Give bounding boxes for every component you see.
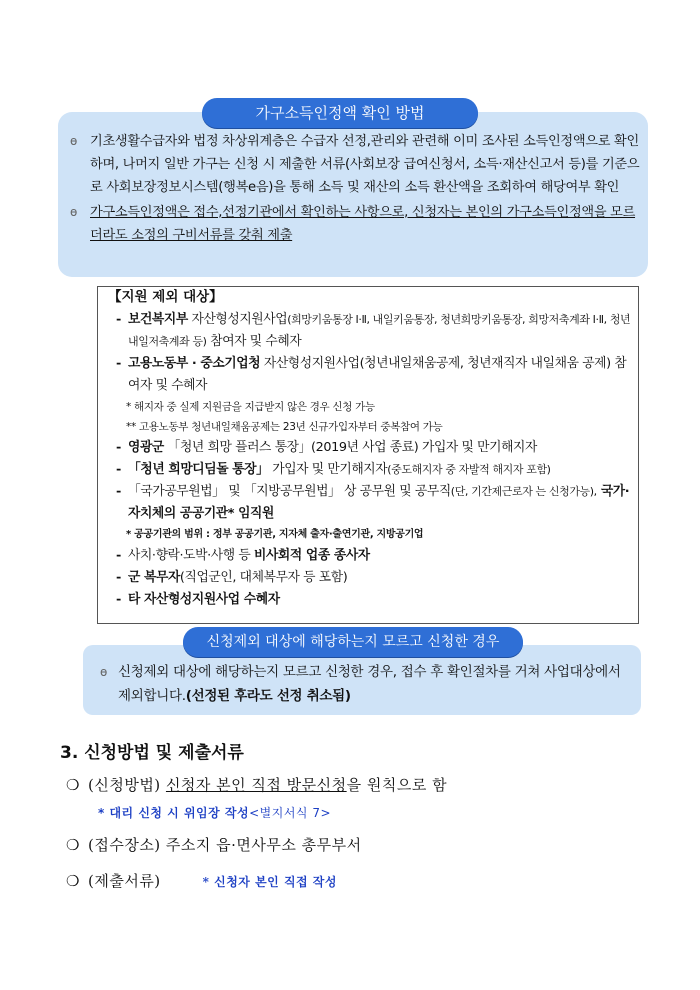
income-check-list bbox=[70, 130, 640, 249]
documents-line: ❍ (제출서류) * 신청자 본인 직접 작성 bbox=[66, 872, 337, 890]
income-check-text-2: 가구소득인정액은 접수,선정기관에서 확인하는 사항으로, 신청자는 본인의 가구소득인정액을 모르더라도 소정의 구비서류를 갖춰 제출 bbox=[90, 205, 636, 243]
bullet-icon: ө bbox=[70, 205, 78, 219]
unaware-title: 신청제외 대상에 해당하는지 모르고 신청한 경우 bbox=[183, 627, 523, 657]
location-line: ❍ (접수장소) 주소지 읍·면사무소 총무부서 bbox=[66, 836, 362, 854]
exclusion-item: - 영광군 「청년 희망 플러스 통장」(2019년 사업 종료) 가입자 및 만기해지자 bbox=[116, 440, 537, 455]
income-check-text-1: 기초생활수급자와 법정 차상위계층은 수급자 선정,관리와 관련해 이미 조사된 소득인정액으로 확인하며, 나머지 일반 가구는 신청 시 제출한 서류(사회보장 급여신청서, 소득·재산신고서 등)를 기준으로 사회보장정보시스템(행복e음)을 통해 소득 및 재산의 소득 환산액을 조회하여 해당여부 확인 bbox=[90, 134, 640, 195]
circle-bullet-icon: ❍ bbox=[66, 836, 80, 854]
income-check-item bbox=[70, 201, 640, 247]
income-check-item bbox=[70, 130, 640, 199]
circle-bullet-icon: ❍ bbox=[66, 776, 80, 794]
bullet-icon: ө bbox=[100, 665, 108, 679]
exclusion-list bbox=[108, 309, 633, 611]
method-line: ❍ (신청방법) 신청자 본인 직접 방문신청을 원칙으로 함 bbox=[66, 776, 448, 794]
exclusion-item: - 고용노동부 · 중소기업청 자산형성지원사업(청년내일채움공제, 청년재직자 내일채움 공제) 참여자 및 수혜자 bbox=[116, 356, 627, 393]
exclusion-note: * 해지자 중 실제 지원금을 지급받지 않은 경우 신청 가능 bbox=[126, 401, 375, 413]
exclusion-note: * 공공기관의 범위 : 정부 공공기관, 지자체 출자·출연기관, 지방공기업 bbox=[126, 529, 424, 540]
exclusion-item: - 군 복무자(직업군인, 대체복무자 등 포함) bbox=[116, 570, 348, 585]
exclusion-item: - 「청년 희망디딤돌 통장」 가입자 및 만기해지자(중도해지자 중 자발적 해지자 포함) bbox=[116, 462, 551, 477]
circle-bullet-icon: ❍ bbox=[66, 872, 80, 890]
exclusion-item: - 보건복지부 자산형성지원사업(희망키움통장 Ⅰ·Ⅱ, 내일키움통장, 청년희망키움통장, 희망저축계좌 Ⅰ·Ⅱ, 청년내일저축계좌 등) 참여자 및 수혜자 bbox=[116, 312, 631, 349]
exclusion-item: - 사치·향락·도박·사행 등 비사회적 업종 종사자 bbox=[116, 548, 370, 563]
income-check-title: 가구소득인정액 확인 방법 bbox=[202, 98, 478, 128]
exclusion-item: - 「국가공무원법」 및 「지방공무원법」 상 공무원 및 공무직(단, 기간제근로자 는 신청가능), 국가·자치체의 공공기관* 임직원 bbox=[116, 484, 630, 521]
bullet-icon: ө bbox=[70, 134, 78, 148]
proxy-note: * 대리 신청 시 위임장 작성<별지서식 7> bbox=[98, 806, 332, 820]
section-heading: 3. 신청방법 및 제출서류 bbox=[60, 743, 244, 763]
exclusion-note: ** 고용노동부 청년내일채움공제는 23년 신규가입자부터 중복참여 가능 bbox=[126, 421, 443, 433]
exclusion-item: - 타 자산형성지원사업 수혜자 bbox=[116, 592, 280, 607]
unaware-text: ө 신청제외 대상에 해당하는지 모르고 신청한 경우, 접수 후 확인절차를 거쳐 사업대상에서 제외합니다.(선정된 후라도 선정 취소됨) bbox=[100, 660, 630, 708]
exclusion-title: 【지원 제외 대상】 bbox=[108, 289, 223, 305]
